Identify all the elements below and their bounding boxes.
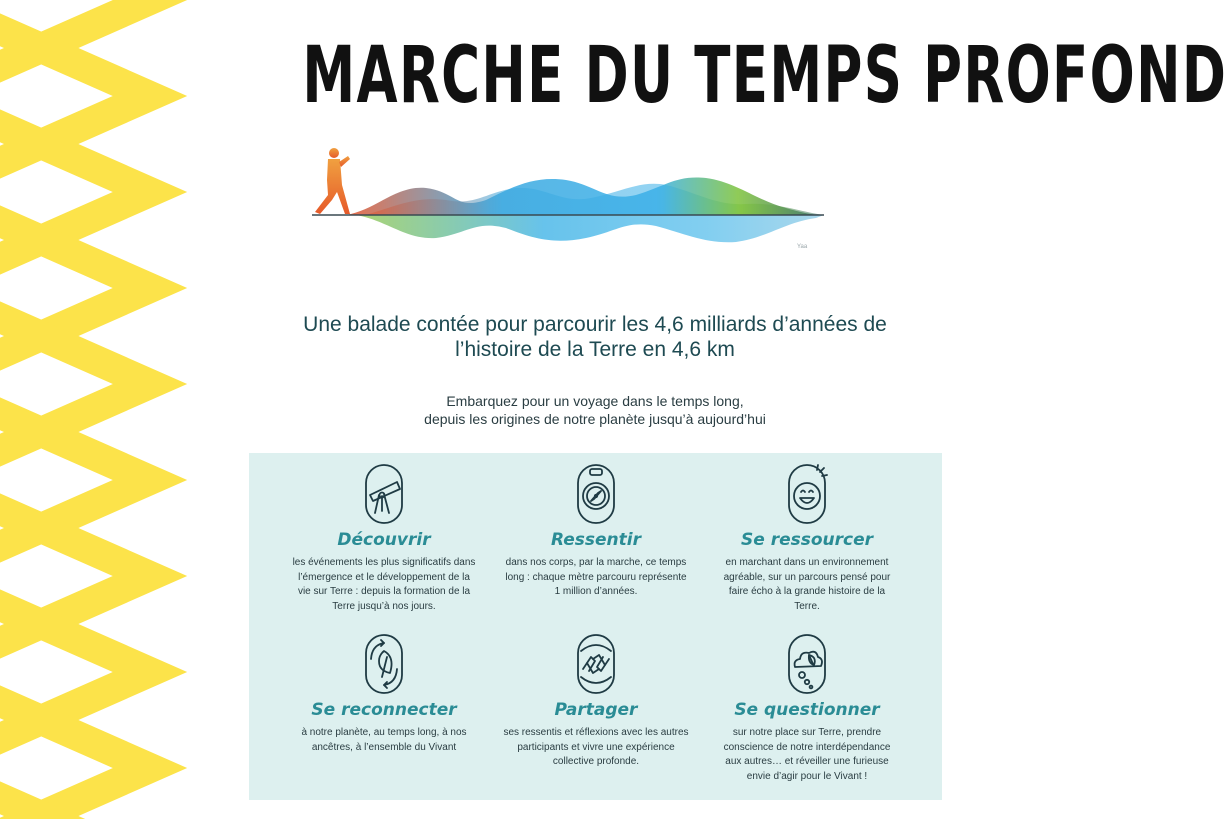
feature-title: Se ressourcer bbox=[741, 530, 873, 550]
telescope-icon bbox=[357, 463, 411, 525]
feature-partager bbox=[491, 633, 701, 770]
cloud-leaf-icon bbox=[780, 633, 834, 695]
feature-description: en marchant dans un environnement agréable, sur un parcours pensé pour faire écho à la grande histoire de la Terre. bbox=[723, 557, 891, 612]
zigzag-decoration bbox=[0, 0, 170, 819]
feature-title: Partager bbox=[554, 700, 638, 720]
feature-se-reconnecter bbox=[279, 633, 489, 755]
leaf-cycle-icon bbox=[357, 633, 411, 695]
feature-description: sur notre place sur Terre, prendre conscience de notre interdépendance aux autres… et réveiller une furieuse envie d’agir pour le Vivant ! bbox=[723, 727, 891, 782]
feature-title: Se questionner bbox=[734, 700, 880, 720]
feature-ressentir bbox=[491, 463, 701, 600]
feature-decouvrir bbox=[279, 463, 489, 614]
subtitle-line-1: Une balade contée pour parcourir les 4,6 milliards d’années de bbox=[303, 313, 887, 336]
feature-description: les événements les plus significatifs dans l’émergence et le développement de la vie sur Terre : depuis la formation de la Terre jusqu’à nos jours. bbox=[292, 557, 476, 612]
feature-title: Découvrir bbox=[337, 530, 431, 550]
feature-description: dans nos corps, par la marche, ce temps long : chaque mètre parcouru représente 1 million d’années. bbox=[505, 557, 687, 597]
feature-description: à notre planète, au temps long, à nos ancêtres, à l’ensemble du Vivant bbox=[301, 727, 467, 753]
feature-title: Se reconnecter bbox=[311, 700, 457, 720]
hero-caption: Yaa bbox=[797, 244, 808, 250]
feature-se-questionner bbox=[702, 633, 912, 784]
smiley-icon bbox=[780, 463, 834, 525]
hands-icon bbox=[569, 633, 623, 695]
intro-text bbox=[300, 392, 890, 428]
intro-line-1: Embarquez pour un voyage dans le temps long, bbox=[446, 393, 744, 409]
features-panel bbox=[249, 453, 942, 800]
feature-se-ressourcer bbox=[702, 463, 912, 614]
page-title: MARCHE DU TEMPS PROFOND bbox=[302, 31, 1227, 121]
feature-description: ses ressentis et réflexions avec les autres participants et vivre une expérience collective profonde. bbox=[503, 727, 689, 767]
walker-waves-illustration bbox=[306, 140, 836, 260]
subtitle bbox=[265, 312, 925, 362]
intro-line-2: depuis les origines de notre planète jusqu’à aujourd’hui bbox=[424, 411, 766, 427]
compass-icon bbox=[569, 463, 623, 525]
feature-title: Ressentir bbox=[551, 530, 641, 550]
subtitle-line-2: l’histoire de la Terre en 4,6 km bbox=[455, 338, 735, 361]
